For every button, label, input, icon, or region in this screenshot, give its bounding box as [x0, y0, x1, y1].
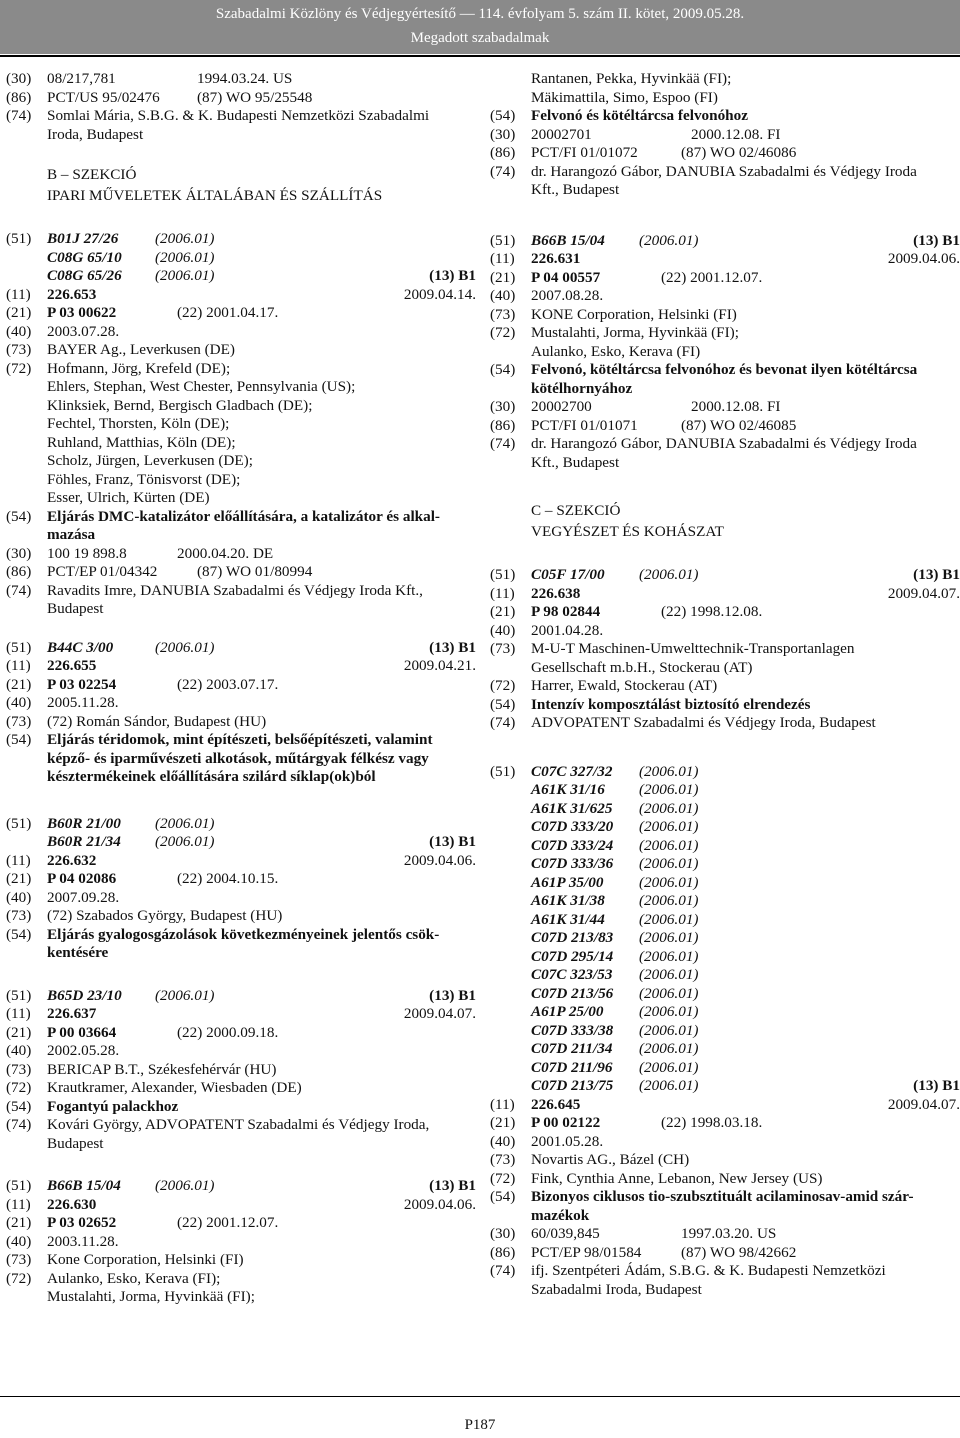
- ipc-version: (2006.01): [639, 799, 699, 817]
- ipc-version: (2006.01): [639, 818, 699, 835]
- footer-rule: [0, 1396, 960, 1397]
- ipc-class: A61K 31/38: [531, 892, 605, 909]
- ipc-class: C07D 211/34: [531, 1040, 613, 1057]
- ipc-row: [490, 837, 960, 856]
- ipc-row: [490, 1003, 960, 1022]
- ipc-version: (2006.01): [639, 836, 699, 854]
- ipc-row: [490, 800, 960, 819]
- ipc-class: A61K 31/16: [531, 781, 605, 798]
- patent-entry-226645: (51) C07C 327/32 (2006.01) A61K 31/16 (2006.01) A61K 31/625 (2006.01) C07D 333/20 (2006.01) C07D 333/24 (2006.01) C07D 333/36 (2006.01) A61P 35/00 (2006.01) A61K 31/38 (2006.01) A61K 31/44 (2006.01) C07D 213/83 (2006.01) C07D 295/14 (2006.01) C07C 323/53 (2006.01) C07D 213/56 (2006.01) A61P 25/00 (2006.01) C07D 333/38 (2006.01) C07D 211/34 (2006.01) C07D 211/96 (2006.01) C07D 213/75 (2006.01) (13) B1 (11) 226.645 2009.04.07. (21) P 00 02122 (22) 1998.03.18. (40) 2001.05.28. (73) Novartis AG., Bázel (CH) (72) Fink, Cynthia Anne, Lebanon, New Jersey (US) (54) Bizonyos ciklusos tio-szubsztituált acilaminosav-amid szár- mazékok (30) 60/039,845 1997.03.20. US (86) PCT/EP 98/01584 (87) WO 98/42662 (74) ifj. Szentpéteri Ádám, S.B.G. & K. Budapesti Nemzetközi Szabadalmi Iroda, Budapest: [490, 762, 960, 1298]
- ipc-version: (2006.01): [639, 984, 699, 1002]
- ipc-row: [490, 855, 960, 874]
- kind-code: (13) B1: [913, 1077, 960, 1094]
- section-b-heading: B – SZEKCIÓ IPARI MŰVELETEK ÁLTALÁBAN ÉS SZÁLLÍTÁS: [47, 166, 383, 204]
- ipc-class-list: [490, 763, 960, 1096]
- ipc-version: (2006.01): [639, 910, 699, 928]
- ipc-version: (2006.01): [639, 1040, 699, 1057]
- patent-entry-226637: (51) B65D 23/10 (2006.01) (13) B1 (11) 226.637 2009.04.07. (21) P 00 03664 (22) 2000.09.18. (40) 2002.05.28. (73) BERICAP B.T., Székesfehérvár (HU) (72) Krautkramer, Alexander, Wiesbaden (DE) (54) Fogantyú palackhoz (74) Kovári György, ADVOPATENT Szabadalmi és Védjegy Iroda, Budapest: [6, 986, 476, 1152]
- ipc-row: [490, 1059, 960, 1078]
- patent-entry-226631: (51) B66B 15/04 (2006.01) (13) B1 (11) 226.631 2009.04.06. (21) P 04 00557 (22) 2001.12.07. (40) 2007.08.28. (73) KONE Corporation, Helsinki (FI) (72) Mustalahti, Jorma, Hyvinkää (FI); Aulanko, Esko, Kerava (FI) (54) Felvonó, kötéltárcsa felvonóhoz és bevonat ilyen kötéltárcsa kötélhornyához (30) 20002700 2000.12.08. FI (86) PCT/FI 01/01071 (87) WO 02/46085 (74) dr. Harangozó Gábor, DANUBIA Szabadalmi és Védjegy Iroda Kft., Budapest: [490, 231, 960, 471]
- ipc-version: (2006.01): [639, 1058, 699, 1076]
- ipc-version: (2006.01): [639, 855, 699, 872]
- right-column: [490, 70, 960, 1319]
- patent-entry-226638: (51) C05F 17/00 (2006.01) (13) B1 (11) 226.638 2009.04.07. (21) P 98 02844 (22) 1998.12.08. (40) 2001.04.28. (73) M-U-T Maschinen-Umwelttechnik-Transportanlagen Gesellschaft m.b.H., Stockerau (AT) (72) Harrer, Ewald, Stockerau (AT) (54) Intenzív komposztálást biztosító elrendezés (74) ADVOPATENT Szabadalmi és Védjegy Iroda, Budapest: [490, 566, 960, 731]
- entry-continued-right: Rantanen, Pekka, Hyvinkää (FI); Mäkimattila, Simo, Espoo (FI) (54) Felvonó és kötéltárcsa felvonóhoz (30) 20002701 2000.12.08. FI (86) PCT/FI 01/01072 (87) WO 02/46086 (74) dr. Harangozó Gábor, DANUBIA Szabadalmi és Védjegy Iroda Kft., Budapest: [490, 70, 917, 198]
- ipc-version: (2006.01): [639, 929, 699, 946]
- ipc-class: C07D 213/56: [531, 984, 614, 1002]
- ipc-row: [490, 781, 960, 800]
- ipc-version: (2006.01): [639, 1021, 699, 1039]
- ipc-class: C07D 333/20: [531, 818, 614, 835]
- section-title: Megadott szabadalmak: [410, 30, 550, 46]
- ipc-class: C07D 295/14: [531, 947, 614, 965]
- ipc-class: C07C 323/53: [531, 966, 613, 983]
- ipc-class: C07D 211/96: [531, 1058, 613, 1076]
- ipc-version: (2006.01): [639, 781, 699, 798]
- ipc-version: (2006.01): [639, 762, 699, 780]
- ipc-class: C07D 333/24: [531, 836, 614, 854]
- ipc-row: [490, 1040, 960, 1059]
- ipc-class: C07D 213/83: [531, 929, 614, 946]
- ipc-row: [490, 1077, 960, 1096]
- ipc-version: (2006.01): [639, 947, 699, 965]
- ipc-row: [490, 985, 960, 1004]
- ipc-row: [490, 911, 960, 930]
- ipc-row: [490, 818, 960, 837]
- ipc-class: C07D 333/38: [531, 1021, 614, 1039]
- ipc-version: (2006.01): [639, 1003, 699, 1020]
- ipc-row: [490, 892, 960, 911]
- ipc-class: A61K 31/44: [531, 910, 605, 928]
- patent-entry-226630: (51) B66B 15/04 (2006.01) (13) B1 (11) 226.630 2009.04.06. (21) P 03 02652 (22) 2001.12.07. (40) 2003.11.28. (73) Kone Corporation, Helsinki (FI) (72) Aulanko, Esko, Kerava (FI); Mustalahti, Jorma, Hyvinkää (FI);: [6, 1177, 476, 1305]
- ipc-class: A61K 31/625: [531, 799, 613, 817]
- left-column: [6, 70, 476, 1327]
- ipc-row: [490, 966, 960, 985]
- ipc-version: (2006.01): [639, 873, 699, 891]
- ipc-row: [490, 948, 960, 967]
- ipc-version: (2006.01): [639, 892, 699, 909]
- ipc-row: [490, 1022, 960, 1041]
- ipc-version: (2006.01): [639, 966, 699, 983]
- header-rule: [0, 55, 960, 57]
- ipc-class: A61P 25/00: [531, 1003, 604, 1020]
- ipc-class: C07C 327/32: [531, 762, 613, 780]
- entry-continued: (30) 08/217,781 1994.03.24. US (86) PCT/US 95/02476 (87) WO 95/25548 (74) Somlai Mária, S.B.G. & K. Budapesti Nemzetközi Szabadalmi Iroda, Budapest: [6, 70, 430, 143]
- page-footer: [0, 1396, 960, 1438]
- page-number: P187: [464, 1417, 496, 1433]
- ipc-class: C07D 333/36: [531, 855, 614, 872]
- ipc-row: (51) C07C 327/32 (2006.01): [490, 762, 699, 780]
- ipc-class: A61P 35/00: [531, 873, 604, 891]
- journal-title: Szabadalmi Közlöny és Védjegyértesítő — 114. évfolyam 5. szám II. kötet, 2009.05.28.: [215, 6, 745, 22]
- ipc-class: C07D 213/75: [531, 1077, 614, 1094]
- patent-entry-226653: (51) B01J 27/26 (2006.01) C08G 65/10 (2006.01) C08G 65/26 (2006.01) (13) B1 (11) 226.653 2009.04.14. (21) P 03 00622 (22) 2001.04.17. (40) 2003.07.28. (73) BAYER Ag., Leverkusen (DE) (72) Hofmann, Jörg, Krefeld (DE); Ehlers, Stephan, West Chester, Pennsylvania (US); Klinksiek, Bernd, Bergisch Gladbach (DE); Fechtel, Thorsten, Köln (DE); Ruhland, Matthias, Köln (DE); Scholz, Jürgen, Leverkusen (DE); Föhles, Franz, Tönisvorst (DE); Esser, Ulrich, Kürten (DE) (54) Eljárás DMC-katalizátor előállítására, a katalizátor és alkal- mazása (30) 100 19 898.8 2000.04.20. DE (86) PCT/EP 01/04342 (87) WO 01/80994 (74) Ravadits Imre, DANUBIA Szabadalmi és Védjegy Iroda Kft., Budapest: [6, 230, 476, 617]
- page-header: [0, 0, 960, 54]
- section-c-heading: C – SZEKCIÓ VEGYÉSZET ÉS KOHÁSZAT: [531, 502, 724, 540]
- ipc-row: [490, 929, 960, 948]
- ipc-row: [490, 874, 960, 893]
- ipc-version: (2006.01): [639, 1077, 699, 1094]
- patent-entry-226655: (51) B44C 3/00 (2006.01) (13) B1 (11) 226.655 2009.04.21. (21) P 03 02254 (22) 2003.07.17. (40) 2005.11.28. (73) (72) Román Sándor, Budapest (HU) (54) Eljárás téridomok, mint építészeti, belsőépítészeti, valamint képző- és iparművészeti alkotások, műtárgyak félkész vagy késztermékeinek előállítására szilárd síklap(ok)ból: [6, 638, 476, 785]
- patent-entry-226632: (51) B60R 21/00 (2006.01) B60R 21/34 (2006.01) (13) B1 (11) 226.632 2009.04.06. (21) P 04 02086 (22) 2004.10.15. (40) 2007.09.28. (73) (72) Szabados György, Budapest (HU) (54) Eljárás gyalogosgázolások következményeinek jelentős csök- kentésére: [6, 814, 476, 961]
